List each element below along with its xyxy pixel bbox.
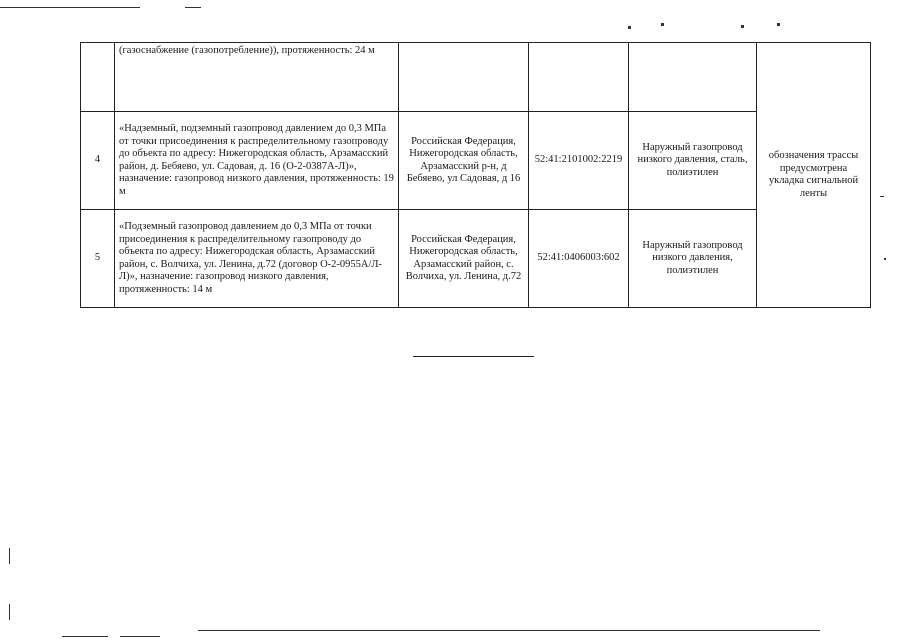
scan-artifact: [661, 23, 664, 26]
cadastral-number: 52:41:2101002:2219: [529, 112, 629, 210]
object-location: [399, 43, 529, 112]
scan-artifact: [880, 196, 884, 197]
note-cell: обозначения трассы предусмотрена укладка сигнальной ленты: [757, 43, 871, 308]
object-type: Наружный газопровод низкого давления, полиэтилен: [629, 210, 757, 308]
scan-artifact: [777, 23, 780, 26]
scan-artifact: [9, 548, 10, 564]
row-number: [81, 43, 115, 112]
object-description: «Надземный, подземный газопровод давлением до 0,3 МПа от точки присоединения к распределительному газопроводу до объекта по адресу: Нижегородская область, Арзамасский район, д. Бебяево, ул. Садовая, д. 16 (О-2-0387А-Л)», назначение: газопровод низкого давления, протяженность: 19 м: [115, 112, 399, 210]
cadastral-number: [529, 43, 629, 112]
scan-artifact: [628, 26, 631, 29]
scan-artifact: [884, 258, 886, 260]
object-type: [629, 43, 757, 112]
table-row: [81, 210, 871, 308]
object-type: Наружный газопровод низкого давления, сталь, полиэтилен: [629, 112, 757, 210]
object-description: «Подземный газопровод давлением до 0,3 МПа от точки присоединения к распределительному газопроводу до объекта по адресу: Нижегородская область, Арзамасский район, с. Волчиха, ул. Ленина, д.72 (договор О-2-0955А/Л-Л)», назначение: газопровод низкого давления, протяженность: 14 м: [115, 210, 399, 308]
scan-artifact: [741, 25, 744, 28]
document-table: [80, 42, 871, 308]
row-number: 4: [81, 112, 115, 210]
scan-artifact: [185, 7, 201, 8]
object-description: (газоснабжение (газопотребление)), протяженность: 24 м: [115, 43, 399, 112]
end-of-table-line: [413, 356, 534, 357]
scan-artifact: [62, 636, 108, 637]
scan-artifact: [0, 7, 140, 8]
row-number: 5: [81, 210, 115, 308]
scan-artifact: [198, 630, 820, 631]
cadastral-number: 52:41:0406003:602: [529, 210, 629, 308]
table-row: [81, 43, 871, 112]
object-location: Российская Федерация, Нижегородская область, Арзамасский р-н, д Бебяево, ул Садовая, д 16: [399, 112, 529, 210]
object-location: Российская Федерация, Нижегородская область, Арзамасский район, с. Волчиха, ул. Ленина, д.72: [399, 210, 529, 308]
scan-artifact: [9, 604, 10, 620]
scan-artifact: [120, 636, 160, 637]
table-row: [81, 112, 871, 210]
